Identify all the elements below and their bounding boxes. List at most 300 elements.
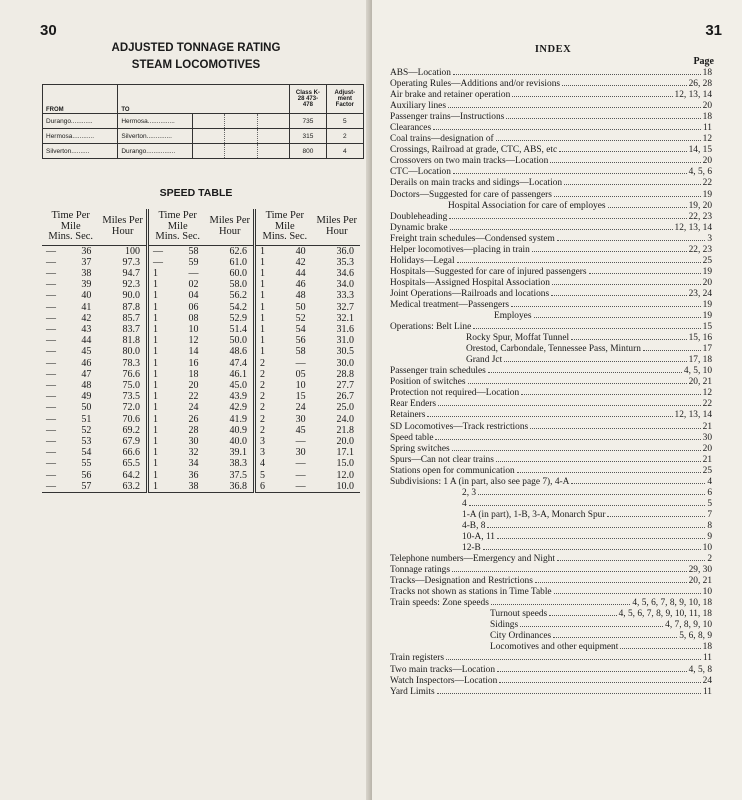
index-entry-text: SD Locomotives—Track restrictions xyxy=(390,421,529,432)
speed-cell-seconds: 45 xyxy=(81,346,92,358)
index-leader-dots xyxy=(453,74,701,75)
speed-cell-seconds: 40 xyxy=(295,245,306,257)
speed-cell-seconds: — xyxy=(280,481,313,493)
speed-cell-seconds: 48 xyxy=(81,379,92,391)
index-leader-dots xyxy=(473,328,700,329)
speed-cell-mph: 39.1 xyxy=(229,447,248,459)
index-entry-pages: 4, 5, 6, 7, 8, 9, 10, 18 xyxy=(632,598,712,609)
speed-row xyxy=(42,245,360,257)
speed-cell-minutes: — xyxy=(46,357,56,369)
tonnage-blank xyxy=(225,144,257,159)
index-entry xyxy=(390,466,712,477)
speed-cell-mph: 61.0 xyxy=(229,256,248,268)
speed-cell-seconds: 32 xyxy=(188,447,199,459)
speed-cell-mph: 52.9 xyxy=(229,312,248,324)
speed-cell-mph: 10.0 xyxy=(314,481,360,493)
speed-cell-minutes: 1 xyxy=(147,447,173,458)
index-leader-dots xyxy=(483,549,701,550)
index-entry-text: Tracks not shown as stations in Time Table xyxy=(390,587,552,598)
index-entry xyxy=(390,399,712,410)
speed-cell-mph: 69.2 xyxy=(122,424,140,436)
speed-cell-seconds: 52 xyxy=(295,312,306,324)
index-entry xyxy=(390,665,712,676)
index-entry-text: Hospital Association for care of employes xyxy=(448,200,606,211)
index-entry-text: Train speeds: Zone speeds xyxy=(390,598,489,609)
index-entry-pages: 20, 21 xyxy=(688,576,712,587)
index-entry-pages: 4, 5, 8 xyxy=(688,664,712,675)
index-entry xyxy=(390,223,712,234)
speed-cell-mph: 15.0 xyxy=(336,458,354,470)
speed-cell-seconds: 34 xyxy=(188,458,199,470)
index-entry-text: Orestod, Carbondale, Tennessee Pass, Minturn xyxy=(466,344,641,355)
speed-cell-minutes: 1 xyxy=(147,436,173,447)
index-entry-pages: 4 xyxy=(707,476,712,487)
tonnage-table xyxy=(42,84,364,159)
index-entry-text: 4-B, 8 xyxy=(462,520,486,531)
speed-row xyxy=(42,447,360,458)
speed-cell-minutes: — xyxy=(46,469,56,481)
speed-row xyxy=(42,391,360,402)
index-entry-text: Air brake and retainer operation xyxy=(390,90,511,101)
speed-table xyxy=(42,209,360,493)
index-entry xyxy=(390,444,712,455)
speed-cell-mph: 87.8 xyxy=(122,301,140,313)
index-leader-dots xyxy=(564,184,701,185)
speed-cell-seconds: 42 xyxy=(81,312,92,324)
index-entry-pages: 22, 23 xyxy=(688,211,712,222)
index-entry-pages: 21 xyxy=(702,454,712,465)
speed-cell-seconds: 46 xyxy=(295,279,306,291)
speed-cell-mph: 65.5 xyxy=(122,458,140,470)
index-entry xyxy=(390,609,712,620)
speed-cell-minutes: — xyxy=(46,413,56,425)
speed-row xyxy=(42,290,360,301)
speed-cell-seconds: 44 xyxy=(81,335,92,347)
speed-cell-seconds: 38 xyxy=(81,267,92,279)
index-leader-dots xyxy=(559,151,686,152)
index-entry-text: Coal trains—designation of xyxy=(390,134,494,145)
index-entry-text: Two main tracks—Location xyxy=(390,664,496,675)
speed-cell-seconds: 30 xyxy=(188,435,199,447)
speed-row xyxy=(42,369,360,380)
index-entry xyxy=(390,289,712,300)
index-entry-text: 12-B xyxy=(462,543,481,554)
index-leader-dots xyxy=(643,350,701,351)
speed-cell-minutes: — xyxy=(46,290,56,302)
speed-cell-seconds: 30 xyxy=(295,447,306,459)
index-entry xyxy=(390,422,712,433)
speed-head-time-2: Time Per Mile Mins. Sec. xyxy=(147,209,206,245)
tonnage-to: Hermosa............... xyxy=(118,114,193,129)
index-entry-text: Dynamic brake xyxy=(390,222,448,233)
index-entry xyxy=(390,388,712,399)
index-entry xyxy=(390,134,712,145)
speed-cell-mph: 40.0 xyxy=(229,435,248,447)
speed-cell-minutes: — xyxy=(46,458,56,470)
index-entry xyxy=(390,576,712,587)
speed-cell-minutes: 2 xyxy=(255,380,281,391)
index-entry-text: Derails on main tracks and sidings—Location xyxy=(390,178,563,189)
speed-cell-mph: 50.0 xyxy=(229,335,248,347)
speed-cell-mph: 32.7 xyxy=(336,301,354,313)
index-leader-dots xyxy=(551,295,686,296)
tonnage-head-to: TO xyxy=(118,85,290,114)
index-entry-pages: 18 xyxy=(702,642,712,653)
index-entry xyxy=(390,676,712,687)
speed-head-mph-3: Miles Per Hour xyxy=(314,209,360,245)
speed-cell-minutes: 1 xyxy=(255,290,281,301)
speed-table-title: SPEED TABLE xyxy=(159,187,233,199)
index-entry xyxy=(390,156,712,167)
speed-head-mph-2: Miles Per Hour xyxy=(207,209,255,245)
speed-cell-minutes: 1 xyxy=(147,279,173,290)
index-entry-text: Tonnage ratings xyxy=(390,565,451,576)
index-entry-text: Yard Limits xyxy=(390,686,435,697)
index-entry xyxy=(390,90,712,101)
index-entry xyxy=(390,631,712,642)
speed-cell-mph: 46.1 xyxy=(229,368,248,380)
index-entry-text: Clearances xyxy=(390,123,432,134)
index-leader-dots xyxy=(469,505,706,506)
index-entry-text: Protection not required—Location xyxy=(390,388,520,399)
speed-cell-mph: 12.0 xyxy=(336,469,354,481)
index-entry-pages: 6 xyxy=(707,487,712,498)
speed-cell-minutes: — xyxy=(46,368,56,380)
speed-cell-mph: 73.5 xyxy=(122,391,140,403)
tonnage-blank xyxy=(225,129,257,144)
index-entry-pages: 17, 18 xyxy=(688,355,712,366)
index-entry-pages: 9 xyxy=(707,531,712,542)
index-entry xyxy=(390,112,712,123)
speed-cell-seconds: 54 xyxy=(295,323,306,335)
speed-cell-seconds: 02 xyxy=(188,279,199,291)
speed-cell-mph: 31.6 xyxy=(336,323,354,335)
index-leader-dots xyxy=(520,626,663,627)
index-entry xyxy=(390,234,712,245)
index-entry xyxy=(390,377,712,388)
speed-cell-seconds: 49 xyxy=(81,391,92,403)
index-leader-dots xyxy=(512,96,672,97)
speed-cell-minutes: 1 xyxy=(147,391,173,402)
page-number-right: 31 xyxy=(705,22,722,39)
speed-cell-minutes: 1 xyxy=(255,335,281,346)
index-entry xyxy=(390,653,712,664)
index-entry-text: Spurs—Can not clear trains xyxy=(390,454,494,465)
speed-cell-mph: 66.6 xyxy=(122,447,140,459)
speed-cell-minutes: — xyxy=(46,256,56,268)
index-leader-dots xyxy=(435,439,700,440)
index-entry xyxy=(390,521,712,532)
speed-cell-minutes: 1 xyxy=(147,481,173,493)
index-entry-text: Passenger train schedules xyxy=(390,366,486,377)
index-entry-text: Retainers xyxy=(390,410,426,421)
index-leader-dots xyxy=(554,196,701,197)
speed-cell-minutes: — xyxy=(46,435,56,447)
index-entry-pages: 4, 5, 6, 7, 8, 9, 10, 11, 18 xyxy=(618,609,712,620)
speed-cell-seconds: 24 xyxy=(295,402,306,414)
speed-row xyxy=(42,346,360,357)
speed-cell-seconds: 50 xyxy=(81,402,92,414)
index-entry xyxy=(390,300,712,311)
index-entry-text: Sidings xyxy=(490,620,519,631)
speed-cell-minutes: — xyxy=(46,245,56,257)
tonnage-class-value: 800 xyxy=(290,144,327,159)
speed-cell-seconds: 40 xyxy=(81,290,92,302)
index-leader-dots xyxy=(496,461,701,462)
speed-cell-seconds: 28 xyxy=(188,424,199,436)
tonnage-blank xyxy=(257,129,289,144)
speed-cell-mph: 31.0 xyxy=(336,335,354,347)
speed-row xyxy=(42,402,360,413)
index-entry-text: Telephone numbers—Emergency and Night xyxy=(390,554,556,565)
index-entry-text: CTC—Location xyxy=(390,167,451,178)
index-entry xyxy=(390,333,712,344)
index-entry xyxy=(390,79,712,90)
index-entry-pages: 4, 5, 10 xyxy=(683,366,712,377)
tonnage-blank xyxy=(257,144,289,159)
index-entry xyxy=(390,178,712,189)
speed-cell-minutes: 1 xyxy=(147,358,173,369)
index-leader-dots xyxy=(457,262,701,263)
index-entry-text: Turnout speeds xyxy=(490,609,548,620)
index-entry xyxy=(390,620,712,631)
speed-cell-mph: 100 xyxy=(124,245,140,257)
speed-cell-mph: 21.8 xyxy=(336,424,354,436)
speed-cell-mph: 54.2 xyxy=(229,301,248,313)
tonnage-head-from: FROM xyxy=(43,85,118,114)
speed-cell-seconds: 53 xyxy=(81,435,92,447)
speed-cell-mph: 94.7 xyxy=(122,267,140,279)
tonnage-blank xyxy=(192,144,224,159)
speed-cell-seconds: 04 xyxy=(188,290,199,302)
speed-cell-seconds: 42 xyxy=(295,256,306,268)
speed-cell-minutes: 1 xyxy=(147,458,173,469)
speed-cell-mph: 56.2 xyxy=(229,290,248,302)
speed-head-time-1: Time Per Mile Mins. Sec. xyxy=(42,209,99,245)
index-entry-text: Train registers xyxy=(390,653,445,664)
index-entry-pages: 8 xyxy=(707,520,712,531)
speed-cell-minutes: 3 xyxy=(255,436,281,447)
speed-cell-mph: 90.0 xyxy=(122,290,140,302)
speed-cell-seconds: 58 xyxy=(295,346,306,358)
index-leader-dots xyxy=(557,560,705,561)
index-entry-text: ABS—Location xyxy=(390,68,451,78)
speed-cell-seconds: 36 xyxy=(81,245,92,257)
speed-row xyxy=(42,324,360,335)
index-leader-dots xyxy=(453,173,687,174)
index-entry-pages: 10 xyxy=(702,587,712,598)
speed-cell-seconds: 57 xyxy=(66,481,99,493)
index-entry-pages: 14, 15 xyxy=(688,145,712,156)
speed-cell-seconds: 59 xyxy=(188,256,199,268)
index-entry-pages: 3 xyxy=(707,233,712,244)
index-entry xyxy=(390,565,712,576)
index-entry-pages: 15 xyxy=(702,322,712,333)
index-leader-dots xyxy=(448,107,701,108)
index-entry xyxy=(390,642,712,653)
index-entry xyxy=(390,510,712,521)
index-entry xyxy=(390,488,712,499)
speed-cell-mph: 75.0 xyxy=(122,379,140,391)
speed-row xyxy=(42,358,360,369)
index-entry-text: Position of switches xyxy=(390,377,466,388)
speed-cell-seconds: 44 xyxy=(295,267,306,279)
speed-cell-minutes: — xyxy=(147,257,173,268)
speed-cell-seconds: 37 xyxy=(81,256,92,268)
speed-cell-minutes: 1 xyxy=(147,470,173,481)
index-entry xyxy=(390,322,712,333)
index-leader-dots xyxy=(427,416,672,417)
speed-cell-minutes: — xyxy=(46,447,56,459)
speed-cell-mph: 38.3 xyxy=(229,458,248,470)
index-entry-text: 2, 3 xyxy=(462,487,477,498)
speed-cell-minutes: — xyxy=(42,481,66,493)
speed-cell-mph: 25.0 xyxy=(336,402,354,414)
index-entry-pages: 22, 23 xyxy=(688,244,712,255)
tonnage-to: Silverton.............. xyxy=(118,129,193,144)
tonnage-blank xyxy=(257,114,289,129)
tonnage-from: Hermosa............ xyxy=(43,129,118,144)
speed-cell-mph: 76.6 xyxy=(122,368,140,380)
speed-cell-seconds: 08 xyxy=(188,312,199,324)
index-entry xyxy=(390,190,712,201)
index-entry xyxy=(390,344,712,355)
tonnage-to: Durango................ xyxy=(118,144,193,159)
index-leader-dots xyxy=(532,251,687,252)
tonnage-row xyxy=(43,114,364,129)
speed-cell-seconds: 45 xyxy=(295,424,306,436)
index-leader-dots xyxy=(450,229,673,230)
index-entry xyxy=(390,598,712,609)
speed-cell-minutes: 1 xyxy=(255,324,281,335)
index-entry-pages: 23, 24 xyxy=(688,288,712,299)
speed-cell-mph: 40.9 xyxy=(229,424,248,436)
speed-cell-seconds: 24 xyxy=(188,402,199,414)
index-leader-dots xyxy=(449,218,686,219)
speed-cell-minutes: — xyxy=(46,424,56,436)
speed-head-mph-1: Miles Per Hour xyxy=(99,209,147,245)
index-entry-pages: 11 xyxy=(702,686,712,697)
index-leader-dots xyxy=(562,85,687,86)
index-entry-pages: 12, 13, 14 xyxy=(674,90,712,101)
speed-cell-mph: 63.2 xyxy=(99,481,147,493)
speed-cell-minutes: 1 xyxy=(147,380,173,391)
speed-cell-minutes: 2 xyxy=(255,391,281,402)
speed-cell-minutes: 2 xyxy=(255,414,281,425)
speed-cell-seconds: 43 xyxy=(81,323,92,335)
index-entry-text: Medical treatment—Passengers xyxy=(390,299,509,310)
tonnage-factor-value: 4 xyxy=(326,144,363,159)
index-entry-pages: 12, 13, 14 xyxy=(674,222,712,233)
index-entry-text: Doctors—Suggested for care of passengers xyxy=(390,189,552,200)
index-leader-dots xyxy=(491,604,630,605)
index-entry-text: Freight train schedules—Condensed system xyxy=(390,233,555,244)
index-entry-pages: 12 xyxy=(702,388,712,399)
index-entry xyxy=(390,68,712,79)
speed-cell-minutes: 4 xyxy=(255,458,281,469)
speed-cell-seconds: 20 xyxy=(188,379,199,391)
speed-cell-seconds: 58 xyxy=(188,245,199,257)
index-entry-text: Crossings, Railroad at grade, CTC, ABS, etc xyxy=(390,145,558,156)
speed-cell-mph: 67.9 xyxy=(122,435,140,447)
index-entry-pages: 15, 16 xyxy=(688,333,712,344)
speed-cell-seconds: — xyxy=(295,435,306,447)
speed-cell-minutes: 2 xyxy=(255,425,281,436)
speed-cell-mph: 34.0 xyxy=(336,279,354,291)
speed-cell-minutes: 1 xyxy=(147,313,173,324)
speed-row xyxy=(42,470,360,481)
speed-row xyxy=(42,279,360,290)
speed-row xyxy=(42,481,360,493)
speed-cell-mph: 36.0 xyxy=(336,245,354,257)
speed-cell-seconds: 54 xyxy=(81,447,92,459)
index-leader-dots xyxy=(535,582,687,583)
speed-cell-mph: 60.0 xyxy=(229,267,248,279)
speed-cell-seconds: — xyxy=(295,357,306,369)
speed-cell-mph: 26.7 xyxy=(336,391,354,403)
speed-row xyxy=(42,313,360,324)
speed-cell-minutes: 1 xyxy=(255,257,281,268)
speed-cell-seconds: — xyxy=(295,458,306,470)
index-entry-pages: 19, 20 xyxy=(688,200,712,211)
speed-cell-mph: 83.7 xyxy=(122,323,140,335)
speed-cell-mph: 37.5 xyxy=(229,469,248,481)
index-leader-dots xyxy=(478,494,705,495)
speed-row xyxy=(42,414,360,425)
index-entry-text: Joint Operations—Railroads and locations xyxy=(390,288,550,299)
index-entry-text: 4 xyxy=(462,498,467,509)
speed-cell-seconds: 52 xyxy=(81,424,92,436)
index-entry xyxy=(390,267,712,278)
speed-cell-seconds: 56 xyxy=(81,469,92,481)
speed-cell-seconds: 16 xyxy=(188,357,199,369)
tonnage-factor-value: 2 xyxy=(326,129,363,144)
tonnage-from: Silverton.......... xyxy=(43,144,118,159)
speed-cell-mph: 78.3 xyxy=(122,357,140,369)
index-entry xyxy=(390,543,712,554)
index-entry-text: Operations: Belt Line xyxy=(390,322,472,333)
index-entry-text: Rocky Spur, Moffat Tunnel xyxy=(466,333,570,344)
speed-cell-mph: 32.1 xyxy=(336,312,354,324)
speed-cell-seconds: 48 xyxy=(295,290,306,302)
speed-cell-seconds: 38 xyxy=(173,481,206,493)
speed-cell-minutes: 6 xyxy=(255,481,281,493)
index-entry xyxy=(390,499,712,510)
speed-cell-minutes: — xyxy=(46,391,56,403)
index-entry-text: Crossovers on two main tracks—Location xyxy=(390,156,549,167)
speed-cell-mph: 81.8 xyxy=(122,335,140,347)
index-entry-pages: 2 xyxy=(707,554,712,565)
speed-cell-seconds: 51 xyxy=(81,413,92,425)
speed-cell-mph: 28.8 xyxy=(336,368,354,380)
speed-cell-seconds: 39 xyxy=(81,279,92,291)
index-entry-pages: 22 xyxy=(702,399,712,410)
index-entry xyxy=(390,687,712,698)
speed-cell-mph: 51.4 xyxy=(229,323,248,335)
index-entry-pages: 20 xyxy=(702,101,712,112)
speed-row xyxy=(42,425,360,436)
index-entry-text: Subdivisions: 1 A (in part, also see page 7), 4-A xyxy=(390,476,570,487)
index-entry-pages: 4, 5, 6 xyxy=(688,167,712,178)
speed-cell-minutes: 5 xyxy=(255,470,281,481)
speed-row xyxy=(42,302,360,313)
speed-cell-seconds: — xyxy=(188,267,199,279)
index-entry-pages: 20 xyxy=(702,277,712,288)
index-entry-text: Employes xyxy=(494,311,532,322)
index-leader-dots xyxy=(589,273,701,274)
index-leader-dots xyxy=(521,394,700,395)
speed-cell-minutes: — xyxy=(46,402,56,414)
